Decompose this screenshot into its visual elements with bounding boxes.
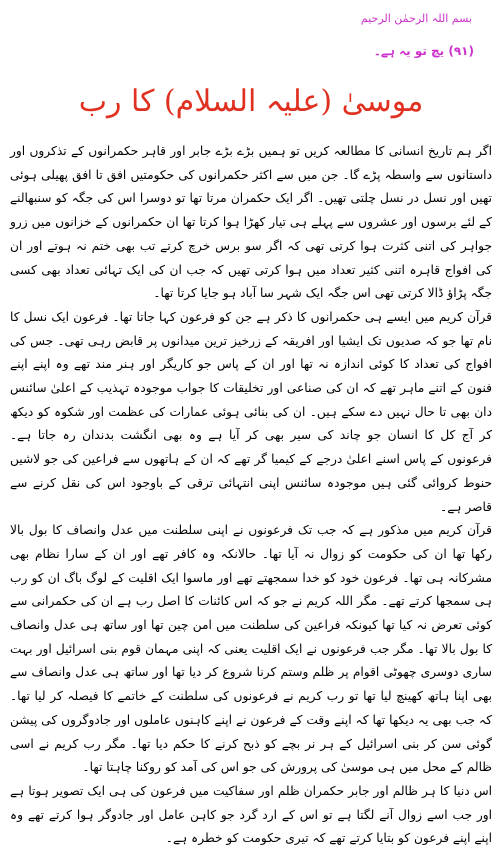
verse-subheading: (۹۱) یچ تو یہ ہے۔ — [373, 44, 474, 58]
paragraph-3: قرآن کریم میں مذکور ہے کہ جب تک فرعونوں نے اپنی سلطنت میں عدل وانصاف کا بول بالا رکھا تھا ان کی حکومت کو زوال نہ آیا تھا۔ حالانکہ وہ کافر تھے اور ان کے سارا نظام بھی مشرکانہ ہی تھا۔ فرعون خود کو خدا سمجھتے تھے اور ماسوا ایک اقلیت کے لوگ باگ ان کو رب ہی سمجھا کرتے تھے۔ مگر اللہ کریم نے جو کہ اس کائنات کا اصل رب ہے ان کی حکمرانی سے کوئی تعرض نہ کیا تھا کیونکہ فراعین کی سلطنت میں امن چین تھا اور ساتھ ہی عدل وانصاف کا بول بالا تھا۔ مگر جب فرعونوں نے ایک اقلیت یعنی کہ اپنی مہمان قوم بنی اسرائیل اور بہت ساری دوسری چھوٹی اقوام پر ظلم وستم کرنا شروع کر دیا تھا اور ساتھ ہی عدل وانصاف سے بھی اپنا ہاتھ کھینچ لیا تھا تو رب کریم نے فرعونوں کی سلطنت کے خاتمے کا فیصلہ کر لیا تھا۔ کہ جب بھی یہ دیکھا تھا کہ اپنے وقت کے فرعون نے اپنے کاہنوں عاملوں اور جادوگروں کی پیشن گوئی سن کر بنی اسرائیل کے ہر نر بچے کو ذبح کرنے کا حکم دیا تھا۔ مگر رب کریم نے اسی ظالم کے محل میں ہی موسیٰ کی پرورش کی جو اس کی آمد کو روکنا چاہتا تھا۔ — [10, 523, 492, 775]
paragraph-4: اس دنیا کا ہر ظالم اور جابر حکمران ظلم اور سفاکیت میں فرعون کی ہی ایک تصویر ہوتا ہے اور جب اسے زوال آنے لگتا ہے تو اس کے ارد گرد جو کاہن عامل اور جادوگر ہوا کرتے تھے وہ اپنے اپنے فرعون کو بتایا کرتے تھے کہ تیری حکومت کو خطرہ ہے۔ — [10, 783, 492, 846]
paragraph-1: اگر ہم تاریخ انسانی کا مطالعہ کریں تو ہمیں بڑے بڑے جابر اور قاہر حکمرانوں کے تذکروں اور داستانوں سے واسطہ پڑے گا۔ جن میں سے اکثر حکمرانوں کی حکومتیں افق تا افق پھیلی ہوئی تھیں اور نسل در نسل چلتی تھیں۔ اگر ایک حکمران مرتا تھا تو دوسرا اس کی جگہ کو سنبھالنے کے لئے برسوں اور عشروں سے پہلے ہی تیار کھڑا ہوا کرتا تھا ان حکمرانوں کے خزانوں میں زرو جواہر کی اتنی کثرت ہوا کرتی تھی کہ اگر سو برس خرچ کرتے تب بھی ختم نہ ہوتے اور ان کی افواج قاہرہ اتنی کثیر تعداد میں ہوا کرتی تھیں کہ جب ان کی ایک تہائی تعداد بھی کسی جگہ پڑاؤ ڈالا کرتی تھی اس جگہ ایک شہر سا آباد ہو جایا کرتا تھا۔ — [10, 144, 492, 301]
bismillah-heading: بسم اللہ الرحمٰن الرحیم — [360, 12, 472, 25]
paragraph-2: قرآن کریم میں ایسے ہی حکمرانوں کا ذکر ہے جن کو فرعون کہا جاتا تھا۔ فرعون ایک نسل کا نام تھا جو کہ صدیوں تک ایشیا اور افریقہ کے زرخیز ترین میدانوں پر قابض رہی تھی۔ جس کی افواج کی تعداد کا کوئی اندازہ نہ تھا اور ان کے پاس جو کاریگر اور ہنر مند تھے وہ اپنے اپنے فنون کے اتنے ماہر تھے کہ ان کی صناعی اور تخلیقات کا جواب موجودہ تہذیب کے اعلیٰ سائنس دان بھی تا حال نہیں دے سکے ہیں۔ ان کی بنائی ہوئی عمارات کی عظمت اور شکوہ کو دیکھ کر آج کل کا انسان جو چاند کی سیر بھی کر آیا ہے وہ بھی انگشت بدندان رہ جاتا ہے۔ فرعونوں کے پاس اسنے اعلیٰ درجے کے کیمیا گر تھے کہ ان کے ہاتھوں سے فراعین کی جو لاشیں حنوط کروائی گئی ہیں موجودہ سائنس اپنی انتہائی ترقی کے باوجود اس کی نقل کرنے سے قاصر ہے۔ — [10, 309, 492, 514]
article-body — [10, 140, 492, 846]
page-title: موسیٰ (علیہ السلام) کا رب — [78, 84, 424, 119]
